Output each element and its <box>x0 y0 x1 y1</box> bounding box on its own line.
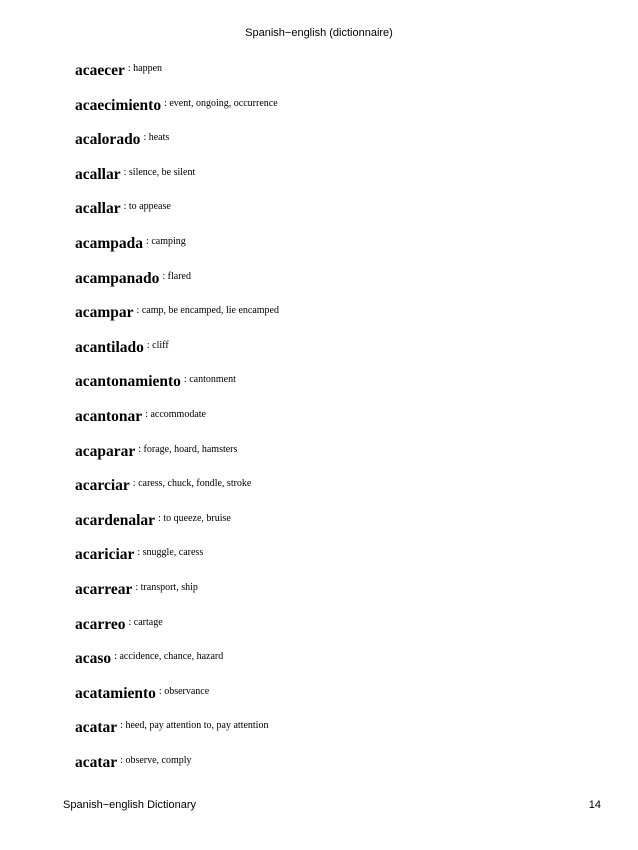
entry-definition: : to appease <box>123 201 171 213</box>
entry-definition: : event, ongoing, occurrence <box>164 97 278 109</box>
page-footer <box>63 799 601 811</box>
page-header: Spanish−english (dictionnaire) <box>245 27 393 39</box>
dictionary-entry <box>75 650 575 685</box>
entry-definition: : flared <box>162 270 191 282</box>
entry-definition: : observance <box>158 685 210 697</box>
entry-headword: acardenalar <box>75 511 156 529</box>
dictionary-entry <box>75 685 575 720</box>
dictionary-entry <box>75 304 575 339</box>
entry-headword: acatar <box>75 719 118 737</box>
entry-definition: : camping <box>146 235 186 247</box>
entry-definition: : camp, be encamped, lie encamped <box>136 305 279 317</box>
dictionary-entry <box>75 97 575 132</box>
entry-definition: : observe, comply <box>120 754 192 766</box>
entry-headword: acarrear <box>75 580 133 598</box>
entry-headword: acallar <box>75 200 121 218</box>
entry-definition: : forage, hoard, hamsters <box>138 443 238 455</box>
page-number: 14 <box>588 799 601 811</box>
dictionary-entry <box>75 616 575 651</box>
entry-definition: : cartage <box>128 616 163 628</box>
entry-definition: : cliff <box>146 339 169 351</box>
entry-definition: : snuggle, caress <box>137 547 204 559</box>
entry-headword: acaso <box>75 650 112 668</box>
dictionary-entry <box>75 443 575 478</box>
entry-headword: acaparar <box>75 442 136 460</box>
dictionary-entry <box>75 235 575 270</box>
entry-headword: acariciar <box>75 546 135 564</box>
entry-definition: : caress, chuck, fondle, stroke <box>132 478 252 490</box>
entry-headword: acarreo <box>75 615 126 633</box>
entry-headword: acampada <box>75 234 144 252</box>
dictionary-entry <box>75 581 575 616</box>
entry-definition: : silence, be silent <box>123 166 196 178</box>
dictionary-entry <box>75 512 575 547</box>
entry-definition: : accidence, chance, hazard <box>114 651 224 663</box>
entry-headword: acallar <box>75 165 121 183</box>
dictionary-entry <box>75 166 575 201</box>
entry-definition: : accommodate <box>145 408 206 420</box>
entry-headword: acaecer <box>75 62 125 79</box>
dictionary-entry <box>75 477 575 512</box>
entry-headword: acantonamiento <box>75 373 181 391</box>
entry-definition: : heed, pay attention to, pay attention <box>120 720 269 732</box>
entry-headword: acantilado <box>75 338 144 356</box>
dictionary-entry <box>75 719 575 754</box>
dictionary-entry <box>75 270 575 305</box>
dictionary-entry <box>75 62 575 97</box>
entry-definition: : cantonment <box>183 374 236 386</box>
dictionary-entry <box>75 131 575 166</box>
entry-definition: : transport, ship <box>135 581 198 593</box>
dictionary-entry <box>75 200 575 235</box>
entry-headword: acampanado <box>75 269 160 287</box>
dictionary-entry <box>75 339 575 374</box>
entry-headword: acalorado <box>75 131 141 149</box>
dictionary-entry <box>75 546 575 581</box>
entry-definition: : to queeze, bruise <box>158 512 231 524</box>
footer-title: Spanish−english Dictionary <box>63 799 196 811</box>
dictionary-entry <box>75 754 575 789</box>
entry-headword: acatamiento <box>75 684 156 702</box>
dictionary-entry <box>75 373 575 408</box>
entry-headword: acantonar <box>75 407 143 425</box>
entry-headword: acampar <box>75 304 134 322</box>
dictionary-entry <box>75 408 575 443</box>
entry-definition: : heats <box>143 132 170 144</box>
entry-definition: : happen <box>127 63 163 74</box>
entry-headword: acaecimiento <box>75 96 162 114</box>
entry-headword: acarciar <box>75 477 130 495</box>
dictionary-entry-list <box>75 62 575 788</box>
entry-headword: acatar <box>75 753 118 771</box>
